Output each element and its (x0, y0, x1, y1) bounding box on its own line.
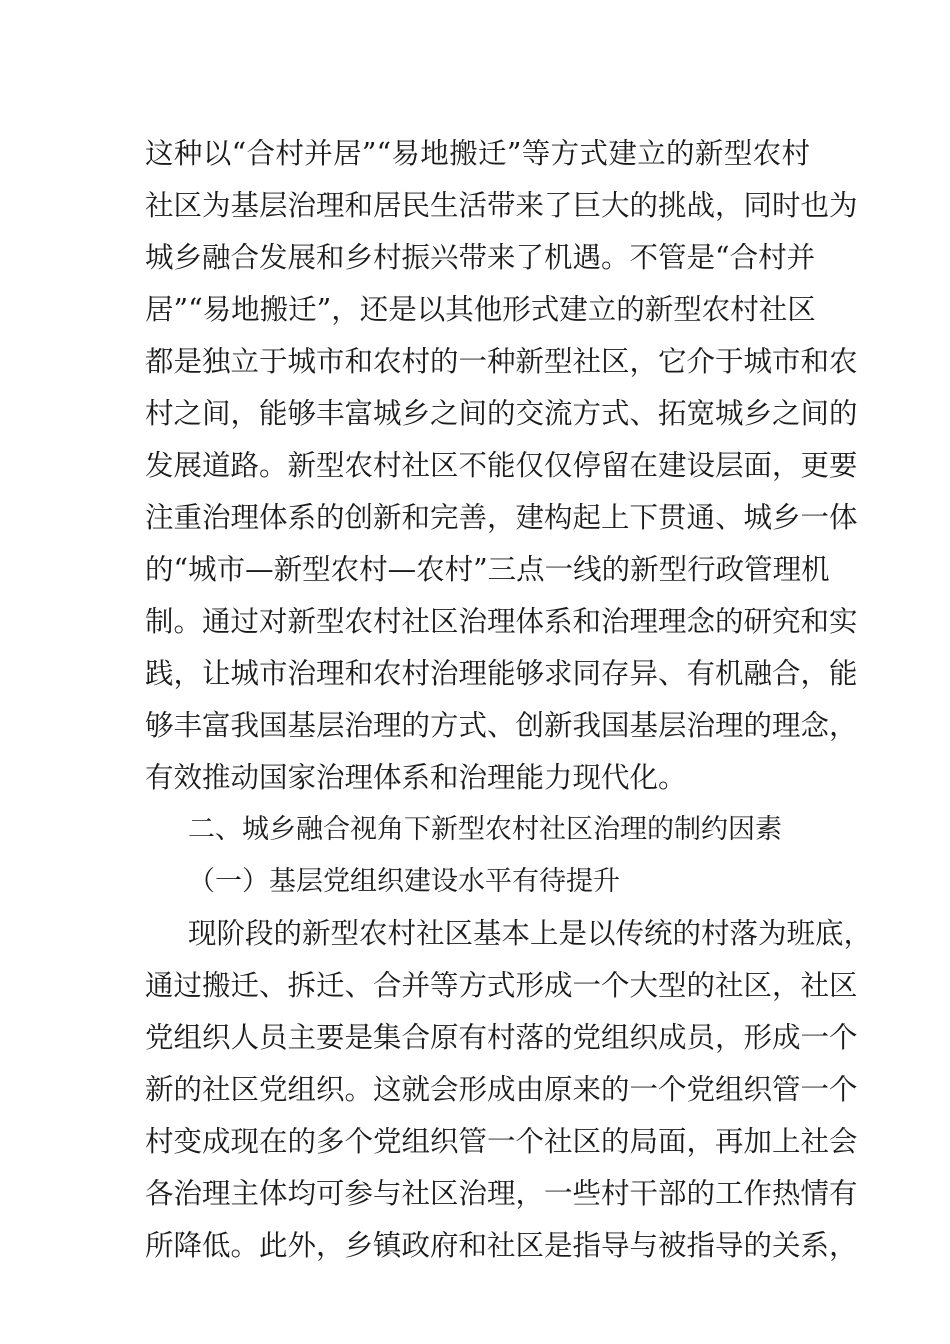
paragraph-1-line-4: 居”“易地搬迁”，还是以其他形式建立的新型农村社区 (145, 293, 816, 326)
paragraph-2-line-3: 党组织人员主要是集合原有村落的党组织成员，形成一个 (145, 1021, 858, 1054)
paragraph-2-line-2: 通过搬迁、拆迁、合并等方式形成一个大型的社区，社区 (145, 969, 858, 1002)
paragraph-1-line-3: 城乡融合发展和乡村振兴带来了机遇。不管是“合村并 (145, 241, 816, 274)
paragraph-1-line-12: 够丰富我国基层治理的方式、创新我国基层治理的理念， (145, 709, 858, 742)
paragraph-2-line-4: 新的社区党组织。这就会形成由原来的一个党组织管一个 (145, 1073, 858, 1106)
paragraph-1-line-7: 发展道路。新型农村社区不能仅仅停留在建设层面，更要 (145, 449, 858, 482)
paragraph-1-line-13: 有效推动国家治理体系和治理能力现代化。 (145, 761, 687, 794)
subsection-heading: （一）基层党组织建设水平有待提升 (188, 866, 620, 897)
paragraph-2-line-6: 各治理主体均可参与社区治理，一些村干部的工作热情有 (145, 1177, 858, 1210)
paragraph-1-line-9: 的“城市—新型农村—农村”三点一线的新型行政管理机 (145, 553, 830, 586)
paragraph-1-line-8: 注重治理体系的创新和完善，建构起上下贯通、城乡一体 (145, 501, 858, 534)
paragraph-2-line-5: 村变成现在的多个党组织管一个社区的局面，再加上社会 (145, 1125, 858, 1158)
paragraph-2-line-7: 所降低。此外，乡镇政府和社区是指导与被指导的关系， (145, 1229, 858, 1262)
paragraph-1-line-6: 村之间，能够丰富城乡之间的交流方式、拓宽城乡之间的 (145, 397, 858, 430)
paragraph-1-line-1: 这种以“合村并居”“易地搬迁”等方式建立的新型农村 (145, 137, 810, 170)
paragraph-1-line-10: 制。通过对新型农村社区治理体系和治理理念的研究和实 (145, 605, 858, 638)
paragraph-1-line-5: 都是独立于城市和农村的一种新型社区，它介于城市和农 (145, 345, 858, 378)
section-heading: 二、城乡融合视角下新型农村社区治理的制约因素 (188, 814, 782, 845)
paragraph-1-line-11: 践，让城市治理和农村治理能够求同存异、有机融合，能 (145, 657, 858, 690)
paragraph-1-line-2: 社区为基层治理和居民生活带来了巨大的挑战，同时也为 (145, 189, 858, 222)
paragraph-2-line-1: 现阶段的新型农村社区基本上是以传统的村落为班底， (188, 917, 873, 950)
